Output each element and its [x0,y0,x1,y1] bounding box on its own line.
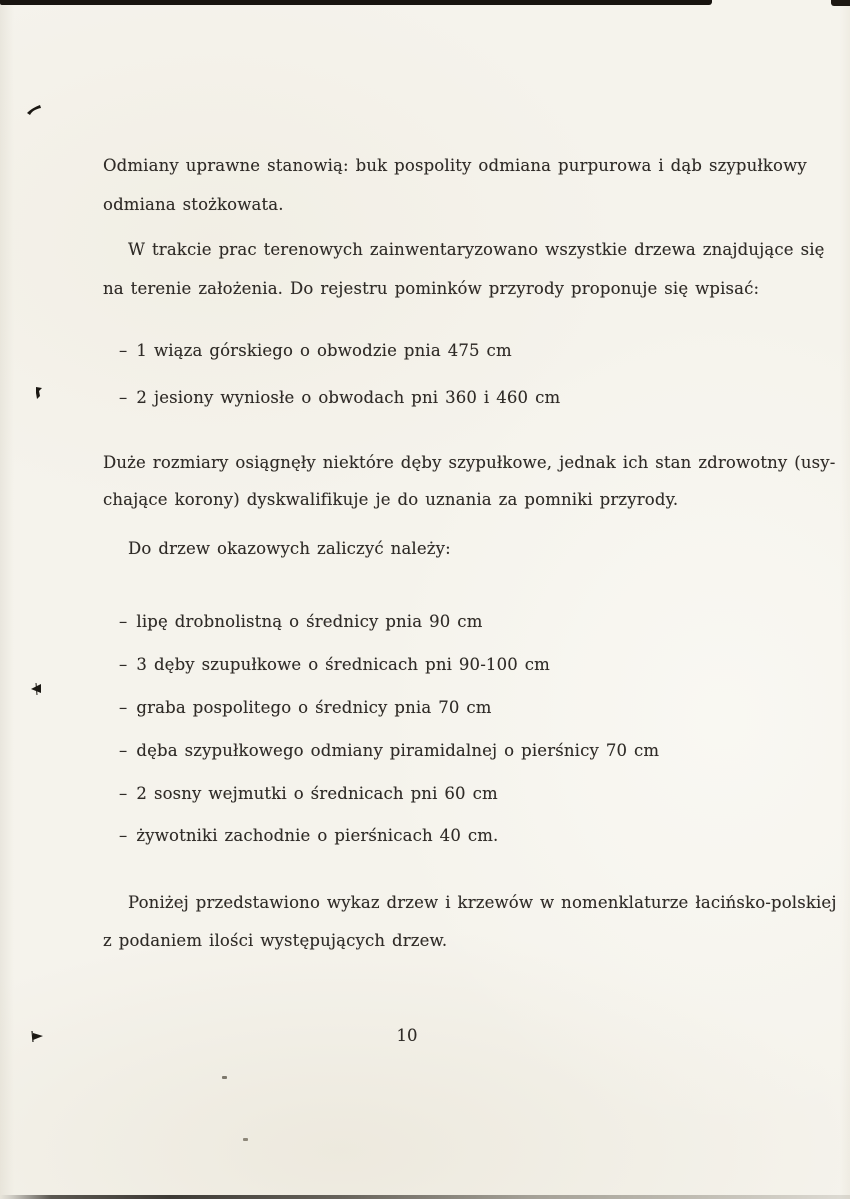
paragraph-line: Odmiany uprawne stanowią: buk pospolity odmiana purpurowa i dąb szypułkowy [103,156,807,175]
paragraph-line: chające korony) dyskwalifikuje je do uznania za pomniki przyrody. [103,490,679,509]
list-item [119,611,483,633]
list-item-text: dęba szypułkowego odmiany piramidalnej o pierśnicy 70 cm [136,741,660,760]
ink-mark-tick [33,387,44,400]
list-item-text: 2 jesiony wyniosłe o obwodach pni 360 i 460 cm [136,388,561,407]
list-item-dash: – [119,341,128,360]
ink-mark-arrow [27,105,42,116]
paragraph-line: odmiana stożkowata. [103,195,284,214]
list-item [119,340,512,362]
list-item-dash: – [119,826,128,845]
list-item-text: 3 dęby szupułkowe o średnicach pni 90-100 cm [136,655,550,674]
list-item [119,783,498,805]
paragraph-line: z podaniem ilości występujących drzew. [103,931,448,950]
ink-mark-triangle [30,683,44,696]
list-item-text: żywotniki zachodnie o pierśnicach 40 cm. [136,826,499,845]
paragraph-line: W trakcie prac terenowych zainwentaryzowano wszystkie drzewa znajdujące się [128,240,825,259]
page-number: 10 [396,1026,418,1045]
list-item-dash: – [119,698,128,717]
paragraph-line: Duże rozmiary osiągnęły niektóre dęby szypułkowe, jednak ich stan zdrowotny (usy- [103,453,836,472]
list-item [119,740,659,762]
list-item [119,387,560,409]
list-item-dash: – [119,784,128,803]
list-item [119,654,550,676]
scan-artifact-top-edge [0,0,712,5]
scan-speck [222,1076,227,1079]
paragraph-line: Poniżej przedstawiono wykaz drzew i krzewów w nomenklaturze łacińsko-polskiej [128,893,837,912]
list-item-dash: – [119,388,128,407]
list-item-dash: – [119,612,128,631]
list-item-text: 1 wiąza górskiego o obwodzie pnia 475 cm [136,341,512,360]
list-item-text: graba pospolitego o średnicy pnia 70 cm [136,698,492,717]
scan-artifact-bottom-edge [0,1195,850,1199]
scan-speck [243,1138,248,1141]
scan-artifact-top-right-corner [831,0,850,6]
paragraph-line: na terenie założenia. Do rejestru pominków przyrody proponuje się wpisać: [103,279,760,298]
list-item-dash: – [119,655,128,674]
list-item [119,697,492,719]
list-item-text: lipę drobnolistną o średnicy pnia 90 cm [136,612,483,631]
list-item-text: 2 sosny wejmutki o średnicach pni 60 cm [136,784,498,803]
list-item-dash: – [119,741,128,760]
list-item [119,825,498,847]
paragraph-line: Do drzew okazowych zaliczyć należy: [128,539,451,558]
